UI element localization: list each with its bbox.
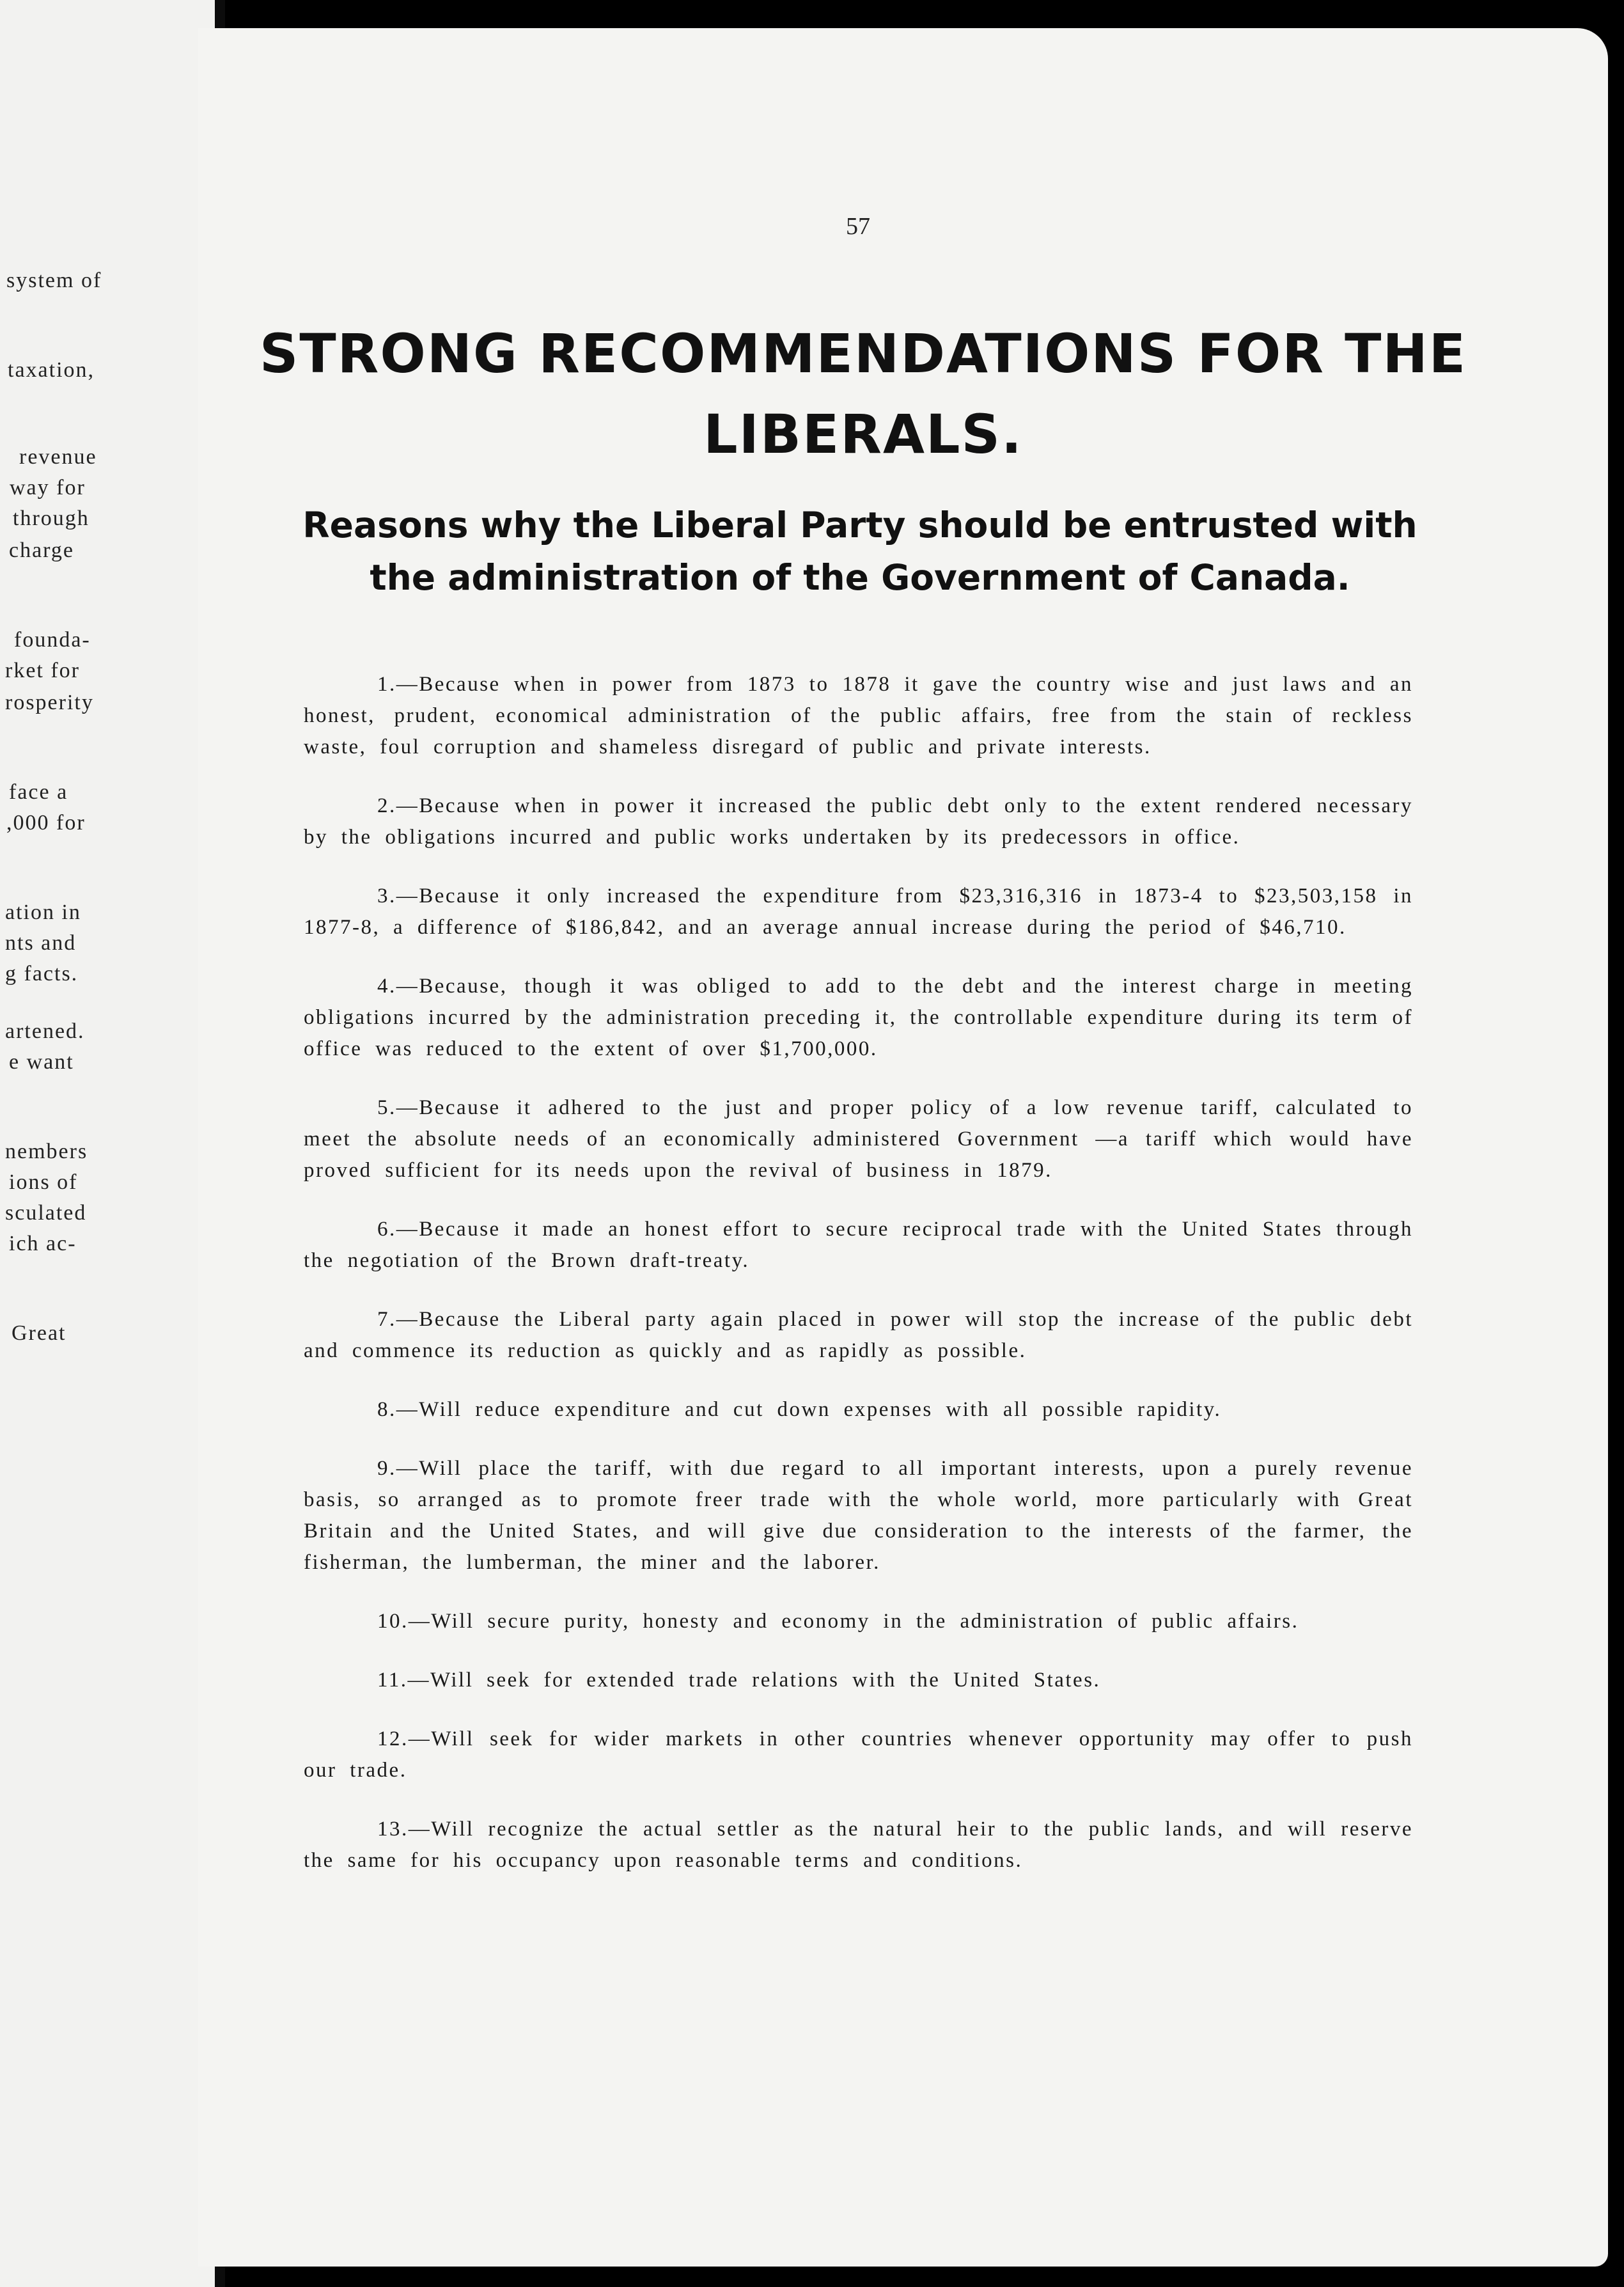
page-subtitle: Reasons why the Liberal Party should be entrusted with the administration of the Government of Canada. bbox=[302, 505, 1417, 598]
paragraph-12: 12.—Will seek for wider markets in other countries whenever opportunity may offer to push our trade. bbox=[304, 1727, 1413, 1782]
paragraph-7: 7.—Because the Liberal party again placed in power will stop the increase of the public debt and commence its reduction as quickly and as rapidly as possible. bbox=[304, 1308, 1413, 1362]
left-page-fragment: rosperity bbox=[5, 691, 94, 714]
paragraph-11: 11.—Will seek for extended trade relations with the United States. bbox=[377, 1669, 1101, 1692]
left-page-fragment: ation in bbox=[5, 900, 81, 924]
left-page-fragment: through bbox=[13, 507, 90, 530]
paragraph-2: 2.—Because when in power it increased the public debt only to the extent rendered necessary by the obligations incurred and public works undertaken by its predecessors in office. bbox=[304, 794, 1413, 849]
paragraph-8: 8.—Will reduce expenditure and cut down expenses with all possible rapidity. bbox=[377, 1398, 1222, 1421]
left-page-fragment: g facts. bbox=[5, 962, 79, 986]
left-page-fragment: sculated bbox=[5, 1201, 87, 1225]
left-page-fragment: nts and bbox=[5, 931, 77, 955]
left-page-fragment: rket for bbox=[5, 659, 81, 682]
left-page-fragment: ions of bbox=[9, 1170, 78, 1194]
left-page-fragment: nembers bbox=[5, 1140, 88, 1163]
left-page-fragment: e want bbox=[9, 1050, 74, 1074]
paragraph-13: 13.—Will recognize the actual settler as the natural heir to the public lands, and will reserve the same for his occupancy upon reasonable terms and conditions. bbox=[304, 1818, 1413, 1872]
paragraph-9: 9.—Will place the tariff, with due regard to all important interests, upon a purely revenue basis, so arranged as to promote freer trade with the whole world, more particularly with Great Britain and the United States, and will give due consideration to the interests of the farmer, the fisherman, the lumberman, the miner and the laborer. bbox=[304, 1457, 1413, 1574]
paragraph-6: 6.—Because it made an honest effort to secure reciprocal trade with the United States through the negotiation of the Brown draft-treaty. bbox=[304, 1218, 1413, 1272]
left-page-fragment: taxation, bbox=[8, 358, 95, 382]
left-page-fragment: artened. bbox=[5, 1019, 85, 1043]
page-number: 57 bbox=[846, 213, 870, 240]
paragraph-3: 3.—Because it only increased the expenditure from $23,316,316 in 1873-4 to $23,503,158 in 1877-8, a difference of $186,842, and an average annual increase during the period of $46,710. bbox=[304, 884, 1413, 939]
paragraph-4: 4.—Because, though it was obliged to add to the debt and the interest charge in meeting obligations incurred by the administration preceding it, the controllable expenditure during its term of office was reduced to the extent of over $1,700,000. bbox=[304, 975, 1413, 1060]
left-page-fragment: face a bbox=[9, 780, 68, 804]
left-page-fragment: ,000 for bbox=[6, 811, 86, 835]
page-title: STRONG RECOMMENDATIONS FOR THE LIBERALS. bbox=[259, 322, 1467, 466]
paragraph-10: 10.—Will secure purity, honesty and economy in the administration of public affairs. bbox=[377, 1610, 1299, 1633]
paragraph-list bbox=[304, 669, 1413, 1876]
left-page-fragment: system of bbox=[6, 269, 102, 292]
left-page-fragment: way for bbox=[10, 476, 86, 499]
left-page-fragment: Great bbox=[12, 1321, 66, 1345]
left-page-fragment: charge bbox=[9, 538, 74, 562]
left-page-fragment: founda- bbox=[14, 628, 91, 652]
paragraph-1: 1.—Because when in power from 1873 to 1878 it gave the country wise and just laws and an honest, prudent, economical administration of the public affairs, free from the stain of reckless waste, foul corruption and shameless disregard of public and private interests. bbox=[304, 673, 1413, 758]
left-page-fragment: ich ac- bbox=[9, 1232, 77, 1255]
left-page-fragment: revenue bbox=[19, 445, 97, 469]
left-page bbox=[0, 0, 215, 2287]
paragraph-5: 5.—Because it adhered to the just and proper policy of a low revenue tariff, calculated to meet the absolute needs of an economically administered Government —a tariff which would have proved sufficient for its needs upon the revival of business in 1879. bbox=[304, 1096, 1413, 1182]
